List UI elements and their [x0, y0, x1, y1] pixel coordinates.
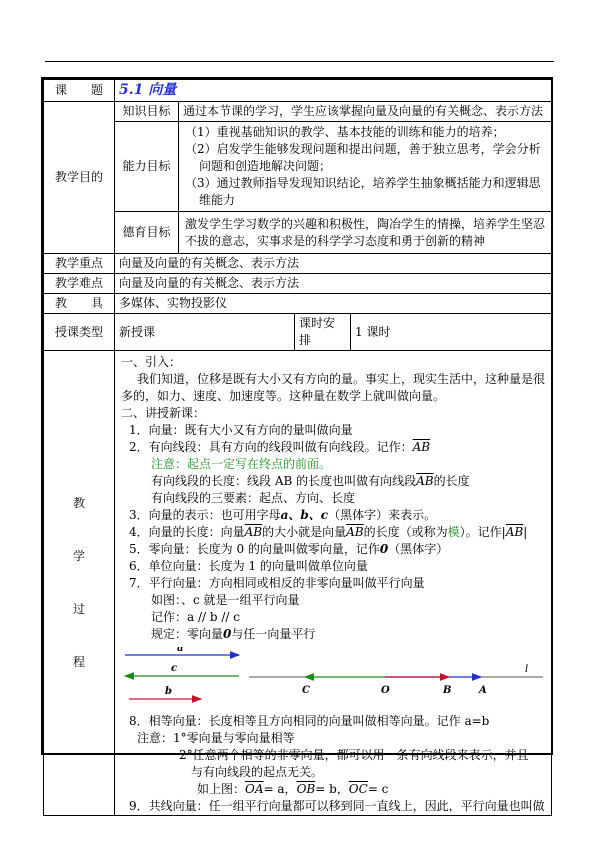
- ability-text: [179, 122, 552, 212]
- label-key: 教学重点: [44, 254, 115, 274]
- label-ability: 能力目标: [115, 122, 179, 212]
- item-length: 4．向量的长度：向量$\overline{AB}$的大小就是向量$\overline{AB}$的长度（或称为模）。记作$|\overline{AB}|$: [129, 525, 528, 539]
- intro-heading: 一、引入：: [121, 355, 182, 369]
- label-aims: 教学目的: [44, 102, 115, 254]
- moral-text: [179, 212, 552, 254]
- lesson-type-text: 新授课: [115, 314, 295, 351]
- ability-line: 维能力: [199, 193, 236, 207]
- process-char: 学: [72, 549, 85, 563]
- label-tools: 教 具: [44, 294, 115, 314]
- ability-line: （3）通过教师指导发现知识结论，培养学生抽象概括能力和逻辑思: [185, 176, 541, 190]
- point-a-label: A: [479, 685, 487, 696]
- label-knowledge: 知识目标: [115, 102, 179, 122]
- item-equal-vectors: 8．相等向量：长度相等且方向相同的向量叫做相等向量。记作 a=b: [129, 714, 490, 728]
- equal-note-1: 注意：1°零向量与零向量相等: [137, 731, 295, 745]
- vector-b-label: b: [165, 686, 172, 697]
- line-l-label: l: [525, 664, 529, 675]
- process-char: 程: [72, 655, 85, 669]
- three-elements: 有向线段的三要素：起点、方向、长度: [151, 491, 356, 505]
- vector-c-label: c: [171, 663, 178, 674]
- item-parallel: 7．平行向量：方向相同或相反的非零向量叫做平行向量: [129, 576, 425, 590]
- label-difficult: 教学难点: [44, 274, 115, 294]
- ability-line: 问题和创造地解决问题；: [199, 159, 332, 173]
- lesson-title: 5.1 向量: [119, 82, 177, 98]
- item-unit-vector: 6．单位向量：长度为 1 的向量叫做单位向量: [129, 559, 368, 573]
- point-c-label: C: [302, 685, 310, 696]
- period-text: 1 课时: [351, 314, 552, 351]
- item-directed-segment: 2．有向线段：具有方向的线段叫做有向线段。记作：$\overline{AB}$: [129, 440, 431, 454]
- process-content: [115, 351, 552, 816]
- equal-note-2: 2°任意两个相等的非零向量，都可以用一条有向线段来表示，并且: [179, 748, 529, 762]
- item-notation: 3．向量的表示：也可用字母a、b、c（黑体字）来表示。: [129, 508, 437, 522]
- header-rule: [45, 61, 554, 62]
- vector-a-label: a: [177, 647, 184, 654]
- moral-line: 不拔的意志，实事求是的科学学习态度和勇于创新的精神: [185, 233, 486, 248]
- parallel-figure-note: 如图：、c 就是一组平行向量: [151, 593, 300, 607]
- parallel-vectors-figure: [121, 647, 545, 709]
- point-b-label: B: [443, 685, 452, 696]
- note-start-point: 注意：起点一定写在终点的前面。: [151, 457, 332, 471]
- intro-line: 多的，如力、速度、加速度等。这种量在数学上就叫做向量。: [121, 389, 446, 403]
- moral-line: 激发学生学习数学的兴趣和积极性，陶冶学生的情操，培养学生坚忍: [185, 216, 546, 231]
- equal-note-2-cont: 与有向线段的起点无关。: [191, 765, 324, 779]
- parallel-rule: 规定：零向量0与任一向量平行: [151, 627, 316, 641]
- item-collinear: 9．共线向量：任一组平行向量都可以移到同一直线上，因此，平行向量也叫做: [129, 799, 545, 813]
- difficult-text: 向量及向量的有关概念、表示方法: [115, 274, 552, 294]
- label-topic: 课 题: [44, 80, 115, 102]
- key-text: 向量及向量的有关概念、表示方法: [115, 254, 552, 274]
- label-moral: 德育目标: [115, 212, 179, 254]
- ability-line: （2）启发学生能够发现问题和提出问题，善于独立思考，学会分析: [185, 142, 541, 156]
- label-period: 课时安排: [295, 314, 351, 351]
- process-char: 教: [72, 496, 85, 510]
- process-char: 过: [72, 602, 85, 616]
- label-lesson-type: 授课类型: [44, 314, 115, 351]
- lesson-plan-table: [43, 79, 552, 816]
- parallel-notation: 记作：a // b // c: [151, 610, 240, 624]
- tools-text: 多媒体、实物投影仪: [115, 294, 552, 314]
- item-vector: 1．向量：既有大小又有方向的量叫做向量: [129, 423, 353, 437]
- equal-example: 如上图：$\overline{OA}= a$，$\overline{OB}= b$，$\overline{OC}= c$: [197, 782, 389, 796]
- knowledge-text: 通过本节课的学习，学生应该掌握向量及向量的有关概念、表示方法: [179, 102, 552, 122]
- new-lesson-heading: 二、讲授新课：: [121, 406, 206, 420]
- item-zero-vector: 5．零向量：长度为 0 的向量叫做零向量，记作0（黑体字）: [129, 542, 449, 556]
- label-process: [44, 351, 115, 816]
- point-o-label: O: [381, 685, 390, 696]
- segment-length: 有向线段的长度：线段 AB 的长度也叫做有向线段$\overline{AB}$的长度: [151, 474, 470, 488]
- intro-line: 我们知道，位移是既有大小又有方向的量。事实上，现实生活中，这种量是很: [137, 372, 546, 386]
- ability-line: （1）重视基础知识的教学、基本技能的训练和能力的培养；: [185, 125, 505, 139]
